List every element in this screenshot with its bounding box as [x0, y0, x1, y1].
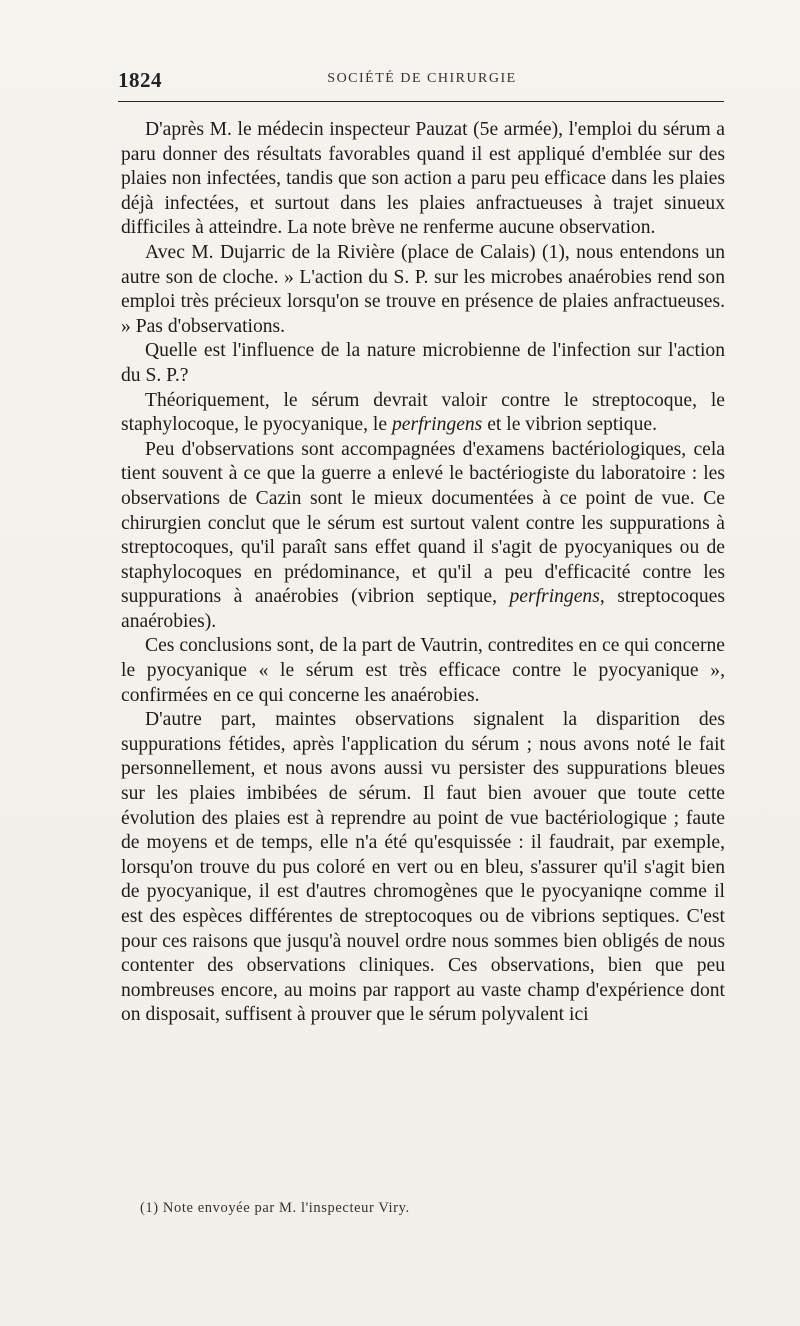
- paragraph: D'autre part, maintes observations signalent la disparition des suppurations fétides, après l'application du sérum ; nous avons noté le fait personnellement, et nous avons aussi vu persister des suppurations bleues sur les plaies imbibées de sérum. Il faut bien avouer que toute cette évolution des plaies est à reprendre au point de vue bactériologique ; faute de moyens et de temps, elle n'a été qu'esquissée : il faudrait, par exemple, lorsqu'on trouve du pus coloré en vert ou en bleu, s'assurer qu'il s'agit bien de pyocyanique, il est d'autres chromogènes que le pyocyaniqne comme il est des espèces différentes de streptocoques ou de vibrions septiques. C'est pour ces raisons que jusqu'à nouvel ordre nous sommes bien obligés de nous contenter des observations cliniques. Ces observations, bien que peu nombreuses encore, au moins par rapport au vaste champ d'expérience dont on disposait, suffisent à prouver que le sérum polyvalent ici: [121, 709, 725, 1026]
- paragraph: Avec M. Dujarric de la Rivière (place de Calais) (1), nous entendons un autre son de cloche. » L'action du S. P. sur les microbes anaérobies rend son emploi très précieux lorsqu'on se trouve en présence de plaies anfractueuses. » Pas d'observations.: [121, 241, 725, 337]
- paragraph: Peu d'observations sont accompagnées d'examens bactériologiques, cela tient souvent à ce que la guerre a enlevé le bactériogiste du laboratoire : les observations de Cazin sont le mieux documentées à ce point de vue. Ce chirurgien conclut que le sérum est surtout valent contre les suppurations à streptocoques, qu'il paraît sans effet quand il s'agit de pyocyaniques ou de staphylocoques en prédominance, et qu'il a peu d'efficacité contre les suppurations à anaérobies (vibrion septique, perfringens, streptocoques anaérobies).: [121, 438, 725, 632]
- paragraph: Ces conclusions sont, de la part de Vautrin, contredites en ce qui concerne le pyocyanique « le sérum est très efficace contre le pyocyanique », confirmées en ce qui concerne les anaérobies.: [121, 635, 725, 706]
- body-text: [121, 118, 725, 1028]
- footnote: (1) Note envoyée par M. l'inspecteur Viry.: [140, 1200, 410, 1216]
- page-header: [118, 60, 726, 100]
- page-number: 1824: [118, 68, 162, 92]
- italic-term: perfringens: [391, 414, 483, 436]
- header-rule: [118, 101, 724, 102]
- paragraph: D'après M. le médecin inspecteur Pauzat (5e armée), l'emploi du sérum a paru donner des résultats favorables quand il est appliqué d'emblée sur des plaies non infectées, tandis que son action a paru peu efficace dans les plaies déjà infectées, et surtout dans les plaies anfractueuses à trajet sinueux difficiles à atteindre. La note brève ne renferme aucune observation.: [121, 119, 725, 239]
- running-head: SOCIÉTÉ DE CHIRURGIE: [327, 71, 517, 86]
- italic-term: perfringens: [509, 586, 600, 608]
- paragraph: Théoriquement, le sérum devrait valoir contre le streptocoque, le staphylocoque, le pyocyanique, le perfringens et le vibrion septique.: [121, 389, 725, 436]
- paragraph: Quelle est l'influence de la nature microbienne de l'infection sur l'action du S. P.?: [121, 340, 725, 386]
